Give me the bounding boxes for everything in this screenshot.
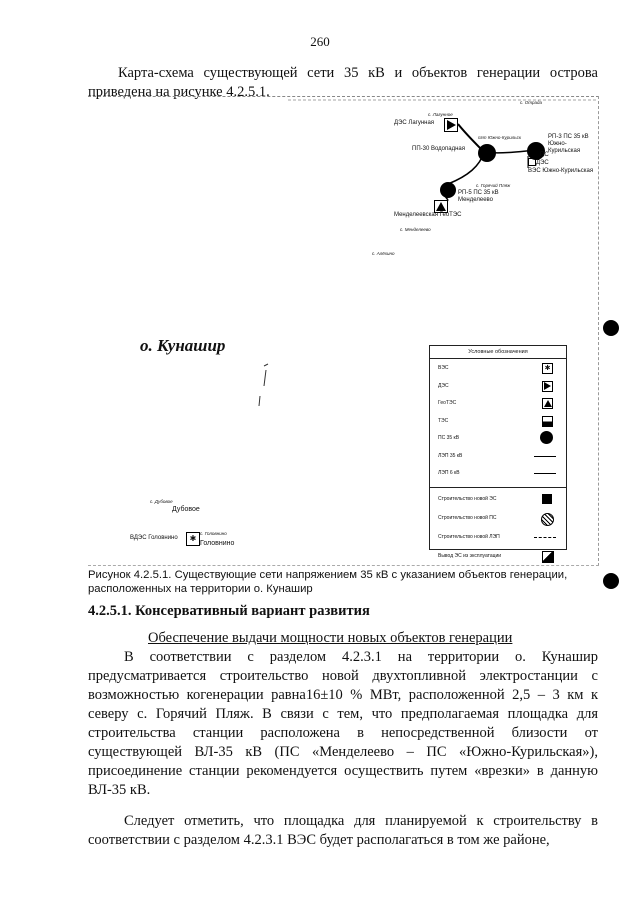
label-ves-yuzhno-kurilsk: ВЭС Южно-Курильская (528, 168, 594, 174)
substation-mendeleevo-icon (440, 182, 456, 198)
label-des-lagunnaya: ДЭС Лагунная (394, 120, 435, 126)
label-mendeleevskaya-geotes: Менделеевская ГеоТЭС (394, 212, 462, 218)
label-yuzhno-kurilsk-town: пгт Южно-Курильск (478, 135, 522, 140)
legend-item-new-es: Строительство новой ЭС (430, 490, 566, 509)
label-ps: ПС (540, 152, 549, 158)
legend-item-substation: ПС 35 кВ (430, 429, 566, 447)
line-6-icon (534, 473, 556, 474)
label-otrada: с. Отрада (520, 100, 542, 105)
new-line-icon (534, 537, 556, 538)
legend-divider (430, 487, 566, 488)
label-mendeleevo-village: с. Менделеево (400, 227, 431, 232)
decommission-icon (542, 551, 554, 563)
body-paragraph-1: В соответствии с разделом 4.2.3.1 на территории о. Кунашир предусматривается строительство новой двухтопливной электростанции с возможностью когенерации равна16±10 % МВт, расположенной 2,5 – 3 км к северу с. Горячий Пляж. В связи с тем, что предполагаемая площадка для строительства станции расположена в непосредственной близости от существующей ВЛ-35 кВ (ПС «Менделеево – ПС «Южно-Курильская»), присоединение станции рекомендуется осуществить путем «врезки» в данную ВЛ-35 кВ. (88, 649, 598, 798)
legend-title: Условные обозначения (430, 346, 566, 359)
figure-caption: Рисунок 4.2.5.1. Существующие сети напряжением 35 кВ с указанием объектов генерации, расположенных на территории о. Кунашир (88, 569, 568, 595)
tes-icon (542, 416, 553, 427)
ves-golovnino-icon: ✱ (186, 532, 200, 546)
line-35-icon (534, 456, 556, 457)
label-ps-vodopadnaya: ПП-30 Водопадная (412, 146, 465, 152)
legend-item-new-line: Строительство новой ЛЭП (430, 528, 566, 547)
label-alekhino: с. Алёхино (372, 251, 395, 256)
punch-hole-bottom (603, 573, 619, 589)
label-golovnino-village: с. Головнино (200, 531, 227, 536)
legend-item-line-6: ЛЭП 6 кВ (430, 464, 566, 482)
legend-item-decommission: Вывод ЭС из эксплуатации (430, 547, 566, 566)
legend-item-geotes: ГеоТЭС (430, 394, 566, 412)
intro-paragraph: Карта-схема существующей сети 35 кВ и объектов генерации острова приведена на рисунке 4.2.5.1. (88, 65, 598, 100)
geotes-icon (542, 398, 553, 409)
legend-item-new-ps: Строительство новой ПС (430, 509, 566, 528)
body-paragraph-2: Следует отметить, что площадка для планируемой к строительству в соответствии с разделом 4.2.3.1 ВЭС будет располагаться в том же районе, (88, 813, 598, 848)
des-icon (542, 381, 553, 392)
label-lagunnoe: с. Лагунное (428, 112, 453, 117)
legend-item-des: ДЭС (430, 377, 566, 395)
label-dubovoe-village: с. Дубовое (150, 499, 173, 504)
label-vdes-golovnino: ВДЭС Головнино (130, 535, 178, 541)
legend-item-ves: ВЭС ✱ (430, 359, 566, 377)
substation-vodopadnaya-icon (478, 144, 496, 162)
new-es-icon (542, 494, 552, 504)
subsection-heading: Обеспечение выдачи мощности новых объектов генерации (148, 630, 513, 646)
des-icon (528, 158, 536, 166)
label-ps-yuzhno-kurilsk: РП-3 ПС 35 кВ Южно-Курильская (548, 134, 589, 154)
legend-item-line-35: ЛЭП 35 кВ (430, 447, 566, 465)
island-title: о. Кунашир (140, 336, 226, 355)
legend-item-tes: ТЭС (430, 412, 566, 430)
label-ps-mendeleevo: РП-5 ПС 35 кВ Менделеево (458, 190, 499, 203)
page-number: 260 (310, 34, 330, 49)
label-dubovoe: Дубовое (172, 506, 200, 513)
new-ps-icon (541, 513, 554, 526)
substation-icon (540, 431, 553, 444)
label-golovnino: Головнино (200, 540, 235, 547)
section-heading: 4.2.5.1. Консервативный вариант развития (88, 603, 370, 619)
map-legend (429, 345, 567, 559)
punch-hole-top (603, 320, 619, 336)
label-goryachiy-plyazh: с. Горячий Пляж (476, 183, 511, 188)
ves-icon: ✱ (542, 363, 553, 374)
label-des: ДЭС (536, 160, 549, 166)
des-lagunnaya-icon (444, 118, 458, 132)
